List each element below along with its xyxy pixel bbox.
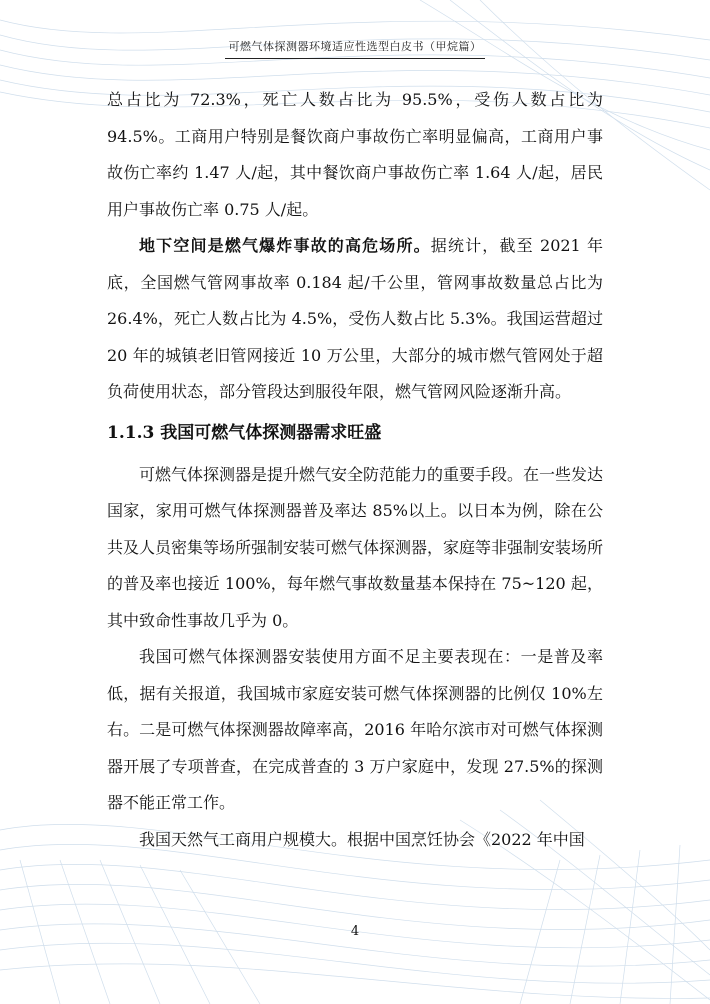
section-heading-1-1-3: 1.1.3 我国可燃气体探测器需求旺盛 xyxy=(107,422,382,443)
paragraph-underground-risk xyxy=(107,228,603,411)
bold-lead-sentence: 地下空间是燃气爆炸事故的高危场所。 xyxy=(139,236,431,255)
document-body xyxy=(107,82,603,858)
running-header-title: 可燃气体探测器环境适应性选型白皮书（甲烷篇） xyxy=(228,40,482,53)
paragraph-casualty-stats: 总占比为 72.3%，死亡人数占比为 95.5%，受伤人数占比为 94.5%。工商用户特别是餐饮商户事故伤亡率明显偏高，工商用户事故伤亡率约 1.47 人/起，其中餐饮商户事故伤亡率 1.64 人/起，居民用户事故伤亡率 0.75 人/起。 xyxy=(107,90,603,219)
paragraph-detector-importance: 可燃气体探测器是提升燃气安全防范能力的重要手段。在一些发达国家，家用可燃气体探测器普及率达 85%以上。以日本为例，除在公共及人员密集等场所强制安装可燃气体探测器，家庭等非强制安装场所的普及率也接近 100%，每年燃气事故数量基本保持在 75~120 起，其中致命性事故几乎为 0。 xyxy=(107,464,604,630)
paragraph-underground-risk-body: 据统计，截至 2021 年底，全国燃气管网事故率 0.184 起/千公里，管网事故数量总占比为 26.4%，死亡人数占比为 4.5%，受伤人数占比 5.3%。我国运营超过 20 年的城镇老旧管网接近 10 万公里，大部分的城市燃气管网处于超负荷使用状态，部分管段达到服役年限，燃气管网风险逐渐升高。 xyxy=(107,236,603,401)
header-divider xyxy=(225,58,485,59)
paragraph-domestic-shortcomings: 我国可燃气体探测器安装使用方面不足主要表现在：一是普及率低，据有关报道，我国城市家庭安装可燃气体探测器的比例仅 10%左右。二是可燃气体探测器故障率高，2016 年哈尔滨市对可燃气体探测器开展了专项普查，在完成普查的 3 万户家庭中，发现 27.5%的探测器不能正常工作。 xyxy=(107,647,603,812)
paragraph-commercial-users: 我国天然气工商用户规模大。根据中国烹饪协会《2022 年中国 xyxy=(139,829,585,849)
page-number: 4 xyxy=(350,924,360,939)
